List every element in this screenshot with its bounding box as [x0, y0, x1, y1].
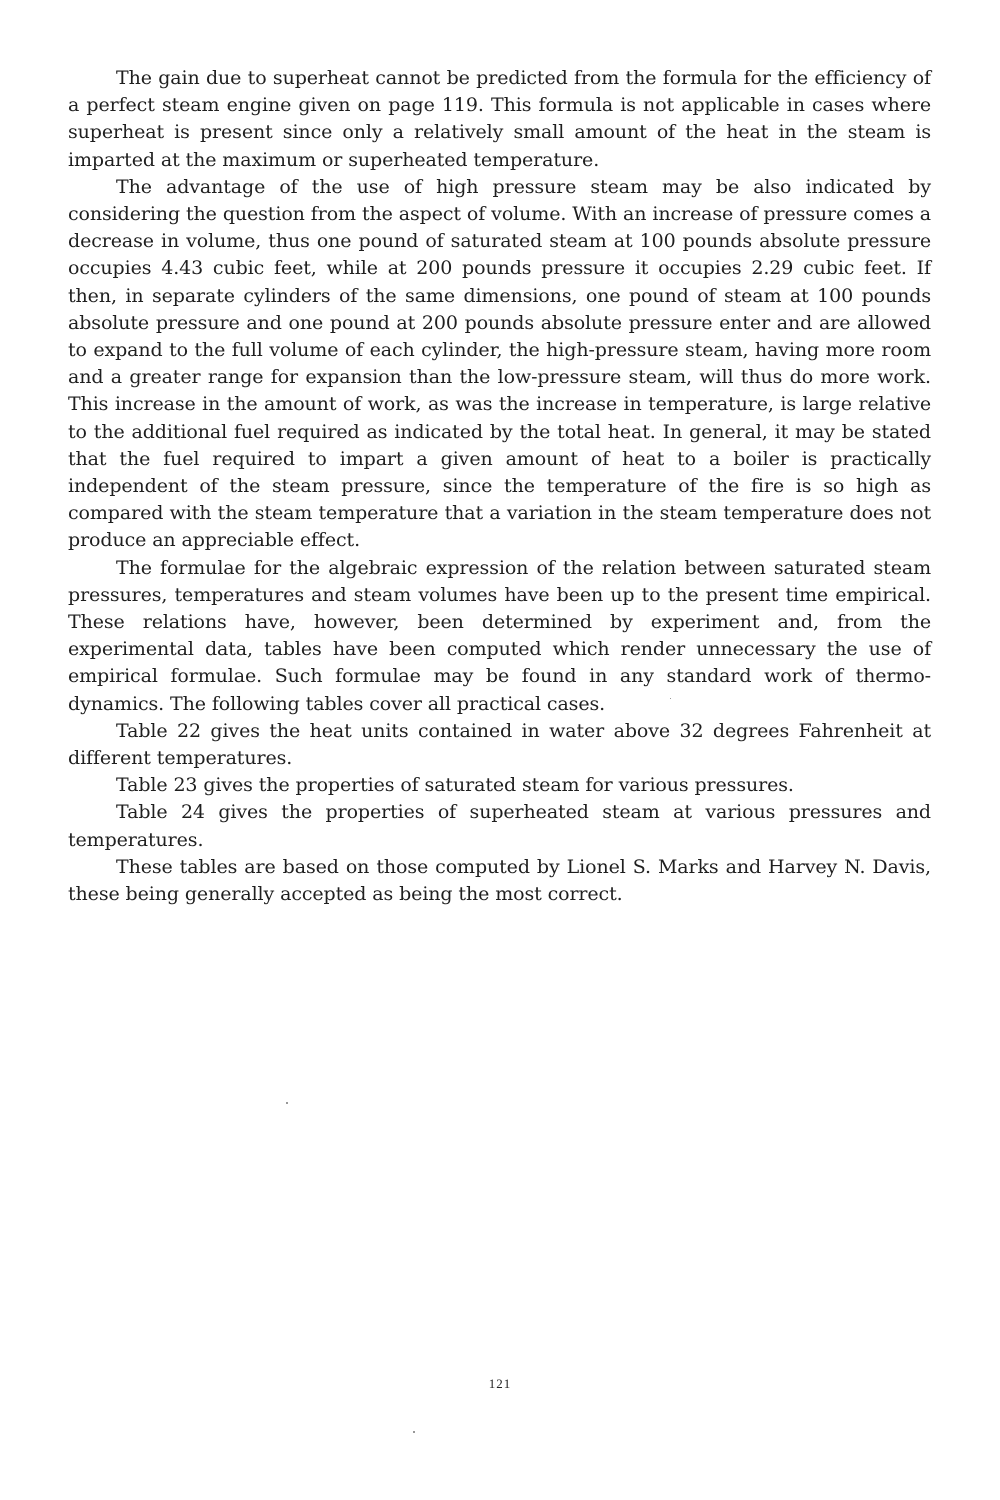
page-body — [68, 65, 931, 908]
paragraph-table-23: Table 23 gives the properties of saturated steam for various pressures. — [116, 774, 794, 797]
paragraph-high-pressure-volume: The advantage of the use of high pressure steam may be also indicated by considering the question from the aspect of volume. With an increase of pressure comes a decrease in volume, thus one pound of saturated steam at 100 pounds absolute pressure occupies 4.43 cubic feet, while at 200 pounds pressure it occupies 2.29 cubic feet. If then, in separate cylinders of the same dimensions, one pound of steam at 100 pounds absolute pressure and one pound at 200 pounds absolute pressure enter and are allowed to expand to the full volume of each cylinder, the high-pressure steam, having more room and a greater range for expansion than the low-pressure steam, will thus do more work. This increase in the amount of work, as was the increase in temperature, is large relative to the additional fuel required as indicated by the total heat. In general, it may be stated that the fuel required to impart a given amount of heat to a boiler is practically independent of the steam pressure, since the temperature of the fire is so high as compared with the steam temperature that a variation in the steam temperature does not produce an appreciable effect. — [68, 175, 931, 552]
paragraph-table-24: Table 24 gives the properties of superheated steam at various pressures and temperatures. — [68, 801, 931, 851]
scan-speck — [670, 698, 671, 699]
paragraph-tables-source: These tables are based on those computed by Lionel S. Marks and Harvey N. Davis, these being generally accepted as being the most correct. — [68, 855, 931, 906]
paragraph-superheat-gain: The gain due to superheat cannot be predicted from the formula for the efficiency of a perfect steam engine given on page 119. This formula is not applicable in cases where superheat is present since only a relatively small amount of the heat in the steam is imparted at the maximum or superheated temperature. — [68, 67, 931, 171]
page-number: 121 — [488, 1376, 512, 1391]
scan-speck — [286, 1102, 288, 1104]
scan-speck — [413, 1431, 415, 1433]
paragraph-formulae: The formulae for the algebraic expression of the relation between saturated steam pressures, temperatures and steam volumes have been up to the present time empirical. These relations have, however, been determined by experiment and, from the experimental data, tables have been computed which render unnecessary the use of empirical formulae. Such formulae may be found in any standard work of thermo-dynamics. The following tables cover all practical cases. — [68, 556, 931, 715]
paragraph-table-22: Table 22 gives the heat units contained in water above 32 degrees Fahrenheit at different temperatures. — [68, 719, 931, 770]
